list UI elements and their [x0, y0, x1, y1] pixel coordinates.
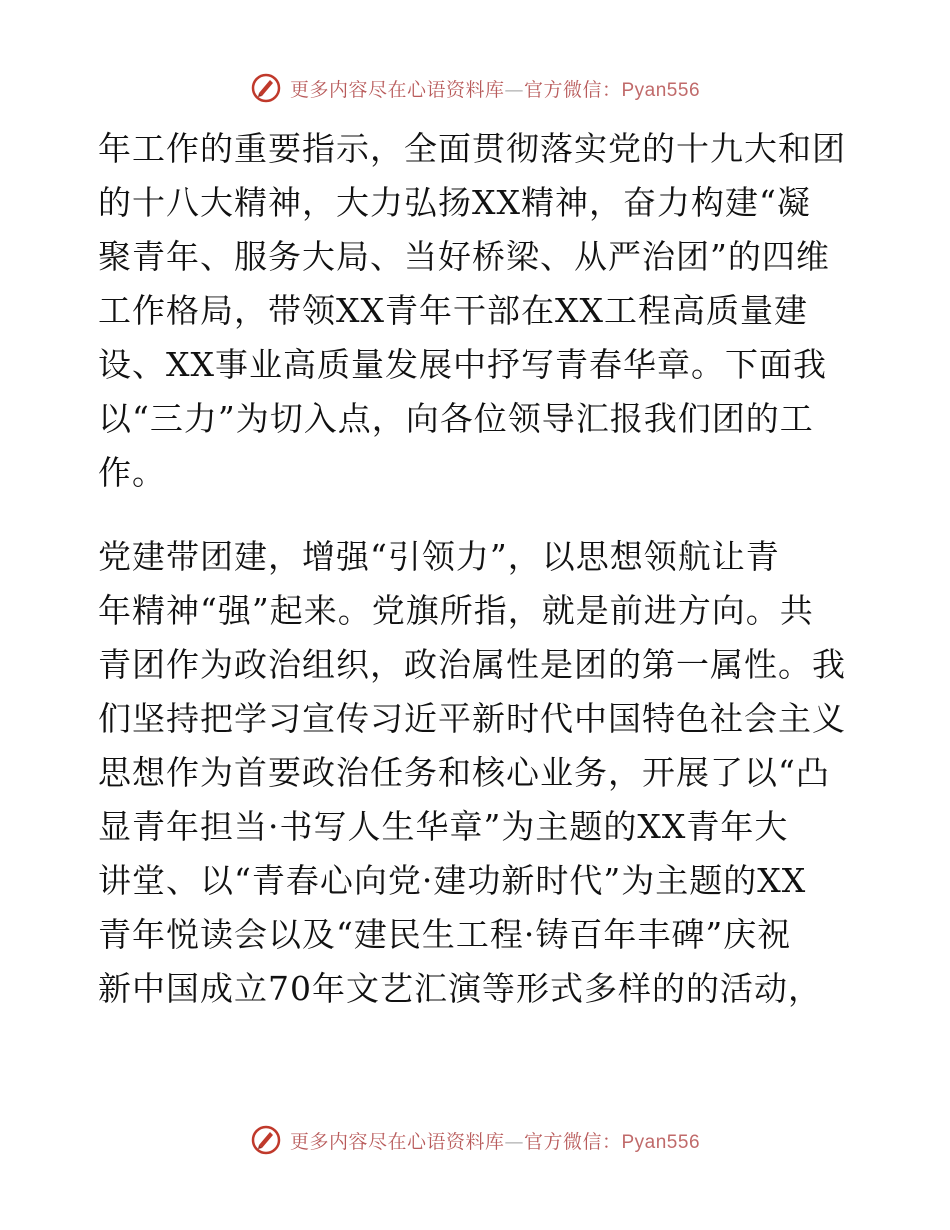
- text-line: 思想作为首要政治任务和核心业务，开展了以“凸: [98, 753, 830, 792]
- text-line: 聚青年、服务大局、当好桥梁、从严治团”的四维: [98, 237, 830, 276]
- text-line: 年精神“强”起来。党旗所指，就是前进方向。共: [98, 591, 814, 630]
- text-line: 显青年担当·书写人生华章”为主题的XX青年大: [98, 807, 789, 846]
- watermark-text: 更多内容尽在心语资料库—官方微信：Pyan556: [289, 78, 701, 101]
- text-line: 工作格局，带领XX青年干部在XX工程高质量建: [98, 291, 808, 330]
- text-line: 讲堂、以“青春心向党·建功新时代”为主题的XX: [98, 861, 807, 900]
- paragraph-gap: [98, 500, 868, 530]
- text-line: 的十八大精神，大力弘扬XX精神，奋力构建“凝: [98, 183, 811, 222]
- text-line: 年工作的重要指示，全面贯彻落实党的十九大和团: [98, 129, 846, 168]
- text-line: 作。: [98, 453, 166, 492]
- logo-icon: [250, 1124, 282, 1156]
- paragraph: [98, 122, 868, 500]
- logo-icon: [250, 72, 282, 104]
- text-line: 设、XX事业高质量发展中抒写青春华章。下面我: [98, 345, 827, 384]
- document-body: [98, 122, 868, 1016]
- paragraph: [98, 530, 868, 1016]
- watermark-text: 更多内容尽在心语资料库—官方微信：Pyan556: [289, 1130, 701, 1153]
- text-line: 青年悦读会以及“建民生工程·铸百年丰碑”庆祝: [98, 915, 792, 954]
- text-line: 党建带团建，增强“引领力”，以思想领航让青: [98, 537, 780, 576]
- text-line: 们坚持把学习宣传习近平新时代中国特色社会主义: [98, 699, 846, 738]
- watermark-header: [0, 72, 950, 104]
- text-line: 新中国成立70年文艺汇演等形式多样的的活动，: [98, 969, 822, 1008]
- text-line: 青团作为政治组织，政治属性是团的第一属性。我: [98, 645, 846, 684]
- text-line: 以“三力”为切入点，向各位领导汇报我们团的工: [98, 399, 814, 438]
- watermark-footer: [0, 1124, 950, 1156]
